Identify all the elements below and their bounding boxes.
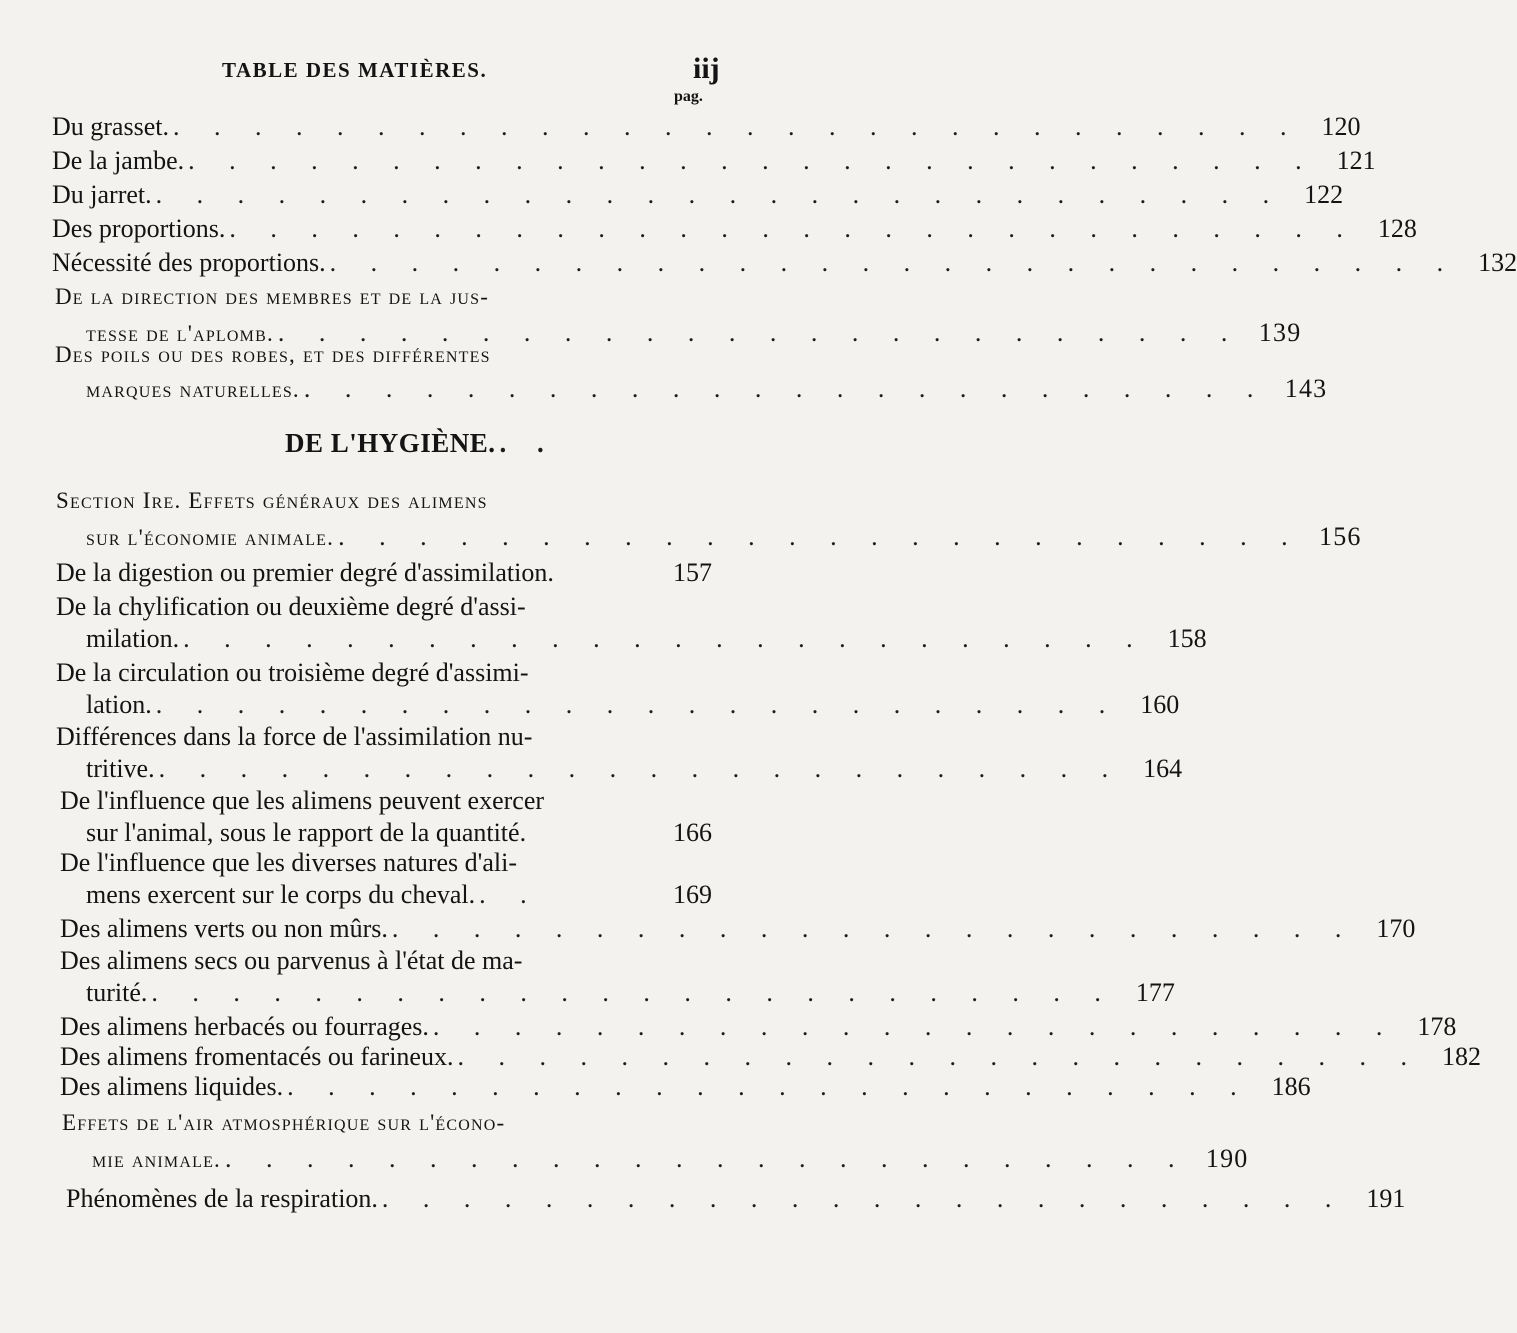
leader-dots: . . . . . . . . . . . . . . . . . . . . . . . . <box>303 374 1268 403</box>
toc-entry-title: Du grasset. <box>52 112 169 141</box>
toc-page-number: 139 <box>1258 318 1302 347</box>
toc-page-number: 186 <box>1271 1072 1311 1101</box>
toc-entry-continuation: tritive. <box>86 754 155 783</box>
running-title: TABLE DES MATIÈRES. <box>222 58 488 82</box>
leader-dots: . . . . . . . . . . . . . . . . . . . . . . . . . . . . <box>188 146 1316 175</box>
leader-dots: . . . . . . . . . . . . . . . . . . . . . . . . <box>381 1184 1346 1213</box>
leader-dots: . . . . . . . . . . . . . . . . . . . . . . . . <box>457 1042 1421 1071</box>
toc-entry-title: Des alimens verts ou non mûrs. <box>60 914 388 943</box>
toc-page-number: 177 <box>1135 978 1175 1007</box>
toc-page-number: 121 <box>1336 146 1376 175</box>
leader-dots: . . . . . . . . . . . . . . . . . . . . . . . . <box>391 914 1356 943</box>
toc-page-number: 166 <box>673 818 712 847</box>
toc-entry-continuation: sur l'économie animale. <box>86 525 335 550</box>
leader-dots: . . . . . . . . . . . . . . . . . . . . . . . . . . . . <box>229 214 1357 243</box>
toc-page-number: 178 <box>1417 1012 1457 1041</box>
toc-entry-title: Des alimens secs ou parvenus à l'état de ma- <box>60 946 523 975</box>
toc-entry-title: Des poils ou des robes, et des différentes <box>55 342 491 367</box>
leader-dots: . . . . . . . . . . . . . . . . . . . . . . . . <box>338 522 1302 551</box>
toc-entry-title: Différences dans la force de l'assimilation nu- <box>56 722 533 751</box>
toc-page-number: 132 <box>1478 248 1517 277</box>
toc-entry-title: Phénomènes de la respiration. <box>66 1184 378 1213</box>
leader-dots: . . . . . . . . . . . . . . . . . . . . . . . . . . . . <box>172 112 1301 141</box>
toc-entry-title: Section Ire. Effets généraux des alimens <box>56 488 488 513</box>
toc-entry-title: De la chylification ou deuxième degré d'assi- <box>56 592 526 621</box>
leader-dots: . . . . . . . . . . . . . . . . . . . . . . . . . . . . <box>329 248 1458 277</box>
toc-page-number: 182 <box>1441 1042 1481 1071</box>
toc-entry-title: Des alimens liquides. <box>60 1072 284 1101</box>
leader-dots: . . . . . . . . . . . . . . . . . . . . . . . . . . . . <box>155 180 1284 209</box>
section-heading <box>285 428 560 462</box>
leader-dots: . . . . . . . . . . . . . . . . . . . . . . . . <box>155 690 1120 719</box>
leader-dots: . . . . . . . . . . . . . . . . . . . . . . . . <box>158 754 1123 783</box>
toc-page-number: 169 <box>673 880 712 909</box>
leader-dots: . . . . . . . . . . . . . . . . . . . . . . . . <box>432 1012 1397 1041</box>
folio: iij <box>693 52 720 85</box>
toc-page-number: 157 <box>673 558 712 587</box>
leader-dots: . . . . . . . . . . . . . . . . . . . . . . . . <box>287 1072 1251 1101</box>
toc-entry-continuation: marques naturelles. <box>86 377 300 402</box>
toc-entry-title: De l'influence que les alimens peuvent exercer <box>60 786 545 815</box>
toc-page-number: 190 <box>1205 1144 1249 1173</box>
toc-entry-title: Des alimens herbacés ou fourrages. <box>60 1012 429 1041</box>
toc-entry-continuation: sur l'animal, sous le rapport de la quantité. <box>86 818 527 847</box>
toc-page-number: 160 <box>1140 690 1180 719</box>
toc-entry-continuation: turité. <box>86 978 148 1007</box>
toc-entry-title: Des alimens fromentacés ou farineux. <box>60 1042 454 1071</box>
toc-entry-title: Nécessité des proportions. <box>52 248 326 277</box>
leader-dots: . . . . . . . . . . . . . . . . . . . . . . . . <box>183 624 1147 653</box>
leader-dots: . . . . . . . . . . . . . . . . . . . . . . . . <box>151 978 1115 1007</box>
toc-entry-title: De l'influence que les diverses natures d'ali- <box>60 848 517 877</box>
leader-dots: . . . . . . . . . . . . . . . . . . . . . . . . <box>225 1144 1189 1173</box>
toc-entry-title: De la digestion ou premier degré d'assimilation. <box>56 558 554 587</box>
toc-entry-continuation: milation. <box>86 624 180 653</box>
toc-entry-continuation: lation. <box>86 690 152 719</box>
toc-page-number: 164 <box>1143 754 1183 783</box>
toc-entry-title: Du jarret. <box>52 180 152 209</box>
page-column-label: pag. <box>674 88 703 105</box>
toc-entry-title: Effets de l'air atmosphérique sur l'écono- <box>62 1110 506 1135</box>
leader-dots: . . <box>479 880 541 909</box>
toc-entry-title: Des proportions. <box>52 214 226 243</box>
toc-page-number: 122 <box>1304 180 1344 209</box>
toc-entry-title: De la direction des membres et de la jus- <box>55 284 490 309</box>
toc-entry-title: De la circulation ou troisième degré d'assimi- <box>56 658 529 687</box>
toc-page-number: 143 <box>1284 374 1328 403</box>
section-heading-text: DE L'HYGIÈNE. <box>285 428 496 458</box>
toc-page-number: 120 <box>1321 112 1361 141</box>
toc-entry-title: De la jambe. <box>52 146 185 175</box>
toc-page-number: 128 <box>1377 214 1417 243</box>
toc-page-number: 170 <box>1376 914 1416 943</box>
leader-dots: . . <box>499 428 556 458</box>
toc-entry-continuation: tesse de l'aplomb. <box>86 321 274 346</box>
leader-dots: . . . . . . . . . . . . . . . . . . . . . . . . <box>277 318 1242 347</box>
toc-page-number: 158 <box>1167 624 1207 653</box>
toc-page-number: 191 <box>1366 1184 1406 1213</box>
toc-entry-continuation: mie animale. <box>92 1147 221 1172</box>
toc-page-number: 156 <box>1319 522 1362 551</box>
toc-entry-continuation: mens exercent sur le corps du cheval. <box>86 880 476 909</box>
